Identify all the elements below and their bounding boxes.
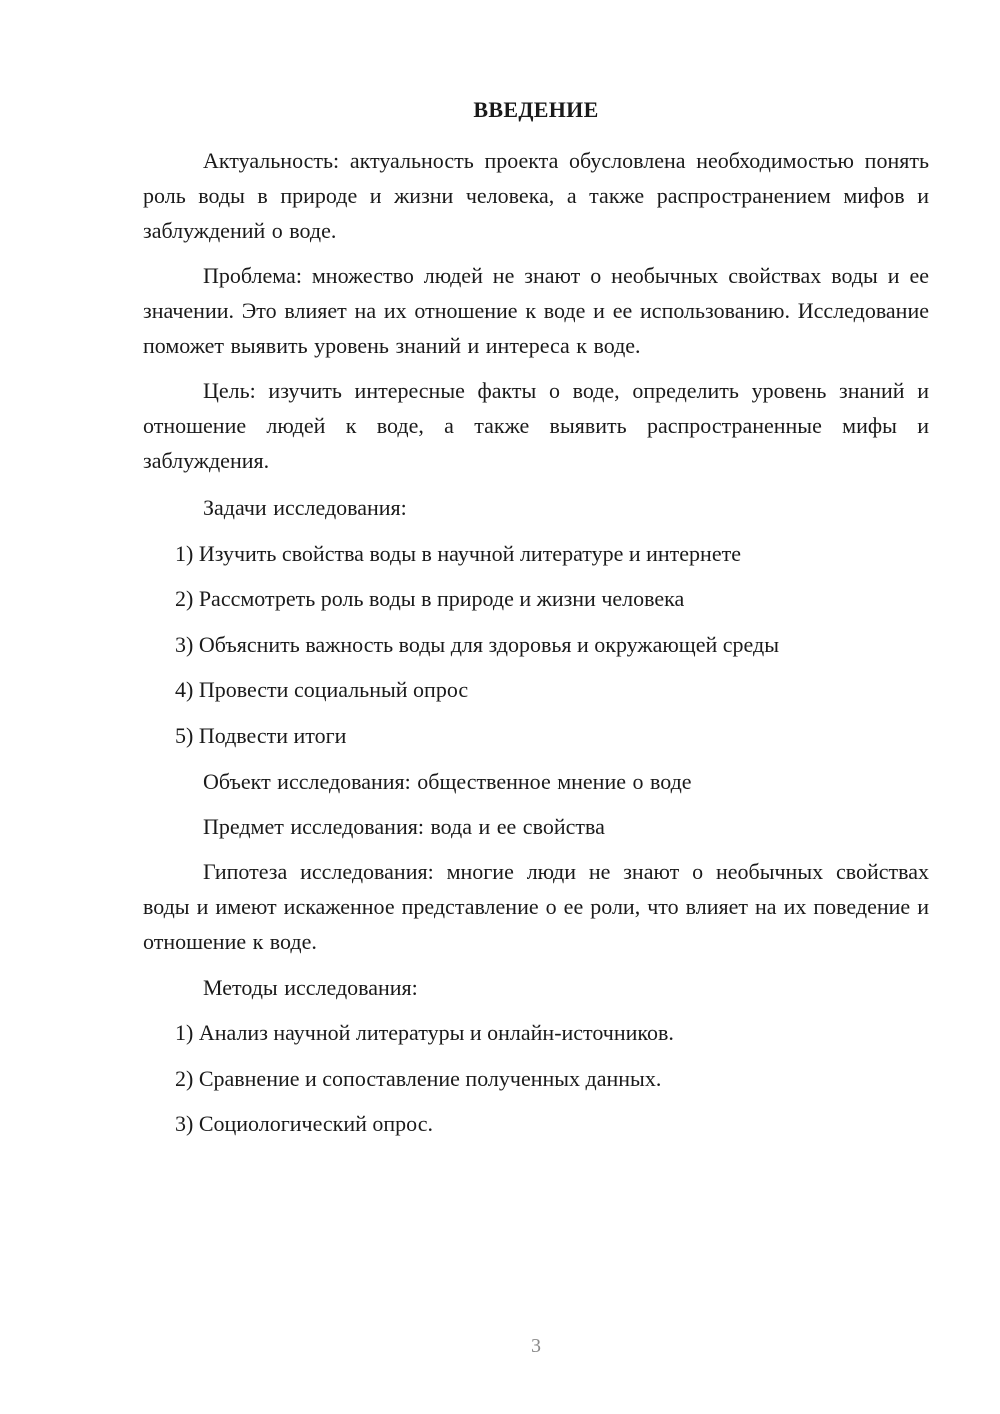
method-item-3: 3) Социологический опрос. bbox=[175, 1111, 433, 1136]
hypothesis-paragraph: Гипотеза исследования: многие люди не знают о необычных свойствах воды и имеют искаженное представление о ее роли, что влияет на их поведение и отношение к воде. bbox=[143, 859, 929, 954]
method-item-2: 2) Сравнение и сопоставление полученных данных. bbox=[175, 1066, 662, 1091]
task-item-2: 2) Рассмотреть роль воды в природе и жизни человека bbox=[175, 586, 685, 611]
task-item-4: 4) Провести социальный опрос bbox=[175, 677, 469, 702]
subject-paragraph: Предмет исследования: вода и ее свойства bbox=[203, 814, 605, 839]
object-paragraph: Объект исследования: общественное мнение о воде bbox=[203, 769, 692, 794]
task-item-3: 3) Объяснить важность воды для здоровья и окружающей среды bbox=[175, 632, 779, 657]
goal-paragraph: Цель: изучить интересные факты о воде, определить уровень знаний и отношение людей к воде, а также выявить распространенные мифы и заблуждения. bbox=[143, 378, 929, 473]
relevance-paragraph: Актуальность: актуальность проекта обусловлена необходимостью понять роль воды в природе и жизни человека, а также распространением мифов и заблуждений о воде. bbox=[143, 148, 929, 243]
methods-title: Методы исследования: bbox=[203, 975, 418, 1000]
method-item-1: 1) Анализ научной литературы и онлайн-источников. bbox=[175, 1020, 674, 1045]
task-item-1: 1) Изучить свойства воды в научной литературе и интернете bbox=[175, 541, 741, 566]
page-number: 3 bbox=[531, 1335, 541, 1357]
tasks-title: Задачи исследования: bbox=[203, 495, 407, 520]
task-item-5: 5) Подвести итоги bbox=[175, 723, 347, 748]
problem-paragraph: Проблема: множество людей не знают о необычных свойствах воды и ее значении. Это влияет на их отношение к воде и ее использованию. Исследование поможет выявить уровень знаний и интереса к воде. bbox=[143, 263, 929, 358]
section-heading: ВВЕДЕНИЕ bbox=[473, 97, 599, 122]
